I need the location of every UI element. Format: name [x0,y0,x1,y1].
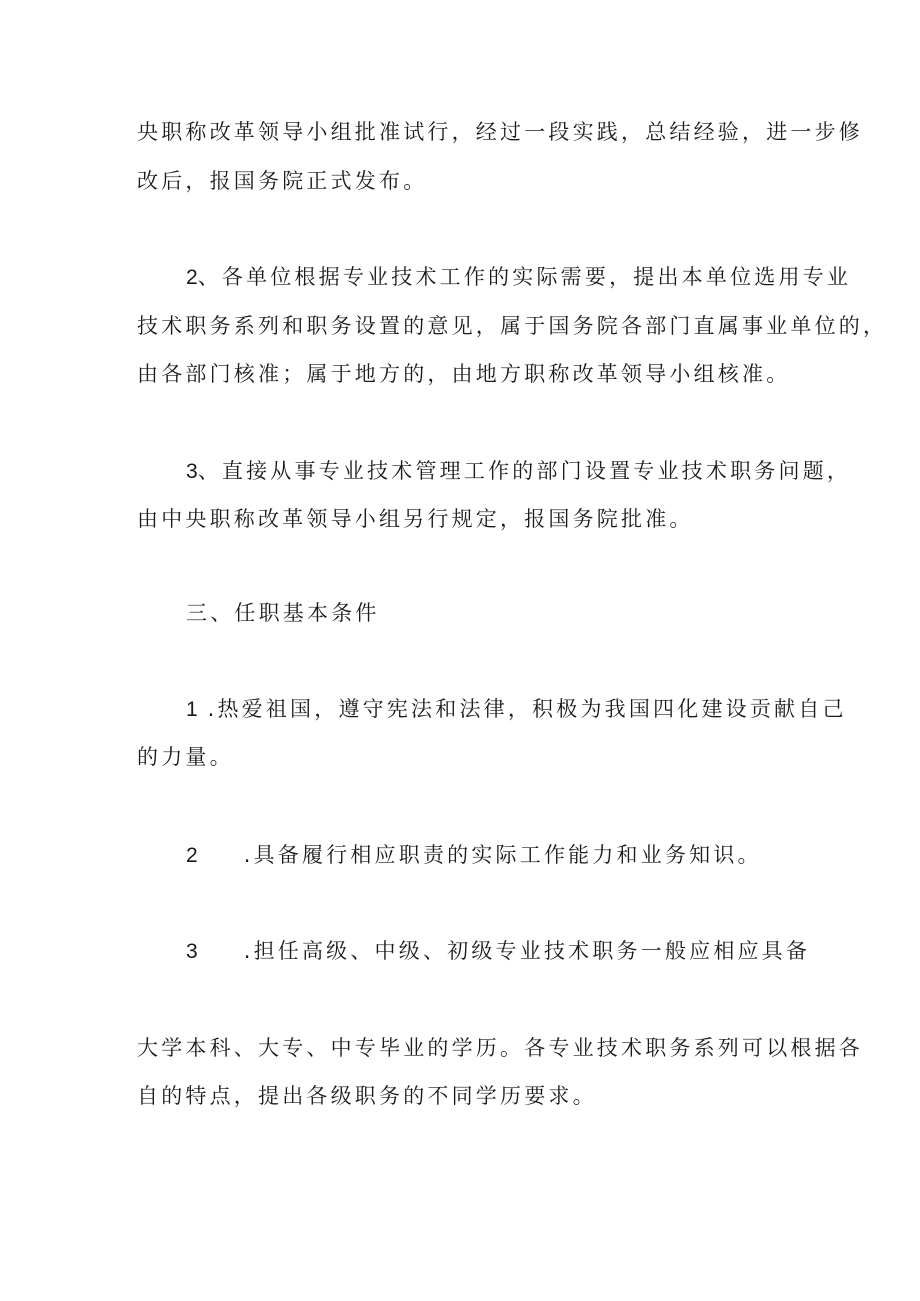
item-1-line-1-text: .热爱祖国，遵守宪法和法律，积极为我国四化建设贡献自己 [207,697,847,721]
item-1-line-1 [186,694,847,725]
item-1-line-2: 的力量。 [137,745,234,769]
item-2-text: .具备履行相应职责的实际工作能力和业务知识。 [243,843,762,867]
paragraph-2-line-3: 由各部门核准；属于地方的，由地方职称改革领导小组核准。 [137,362,791,386]
paragraph-3-line-1-text: 、直接从事专业技术管理工作的部门设置专业技术职务问题， [197,459,852,483]
item-3-text: .担任高级、中级、初级专业技术职务一般应相应具备 [243,939,811,963]
item-3-number: 3 [186,940,198,963]
paragraph-4-line-2: 自的特点，提出各级职务的不同学历要求。 [137,1084,597,1108]
paragraph-2-number: 2 [186,266,198,289]
paragraph-2-line-1 [186,262,851,293]
item-2 [186,840,762,871]
section-heading: 三、任职基本条件 [186,601,380,625]
paragraph-2-line-2: 技术职务系列和职务设置的意见，属于国务院各部门直属事业单位的， [137,314,888,338]
paragraph-4-line-1: 大学本科、大专、中专毕业的学历。各专业技术职务系列可以根据各 [137,1036,863,1060]
item-1-number: 1 [186,698,198,721]
paragraph-1-line-2: 改后，报国务院正式发布。 [137,169,428,193]
paragraph-1-line-1: 央职称改革领导小组批准试行，经过一段实践，总结经验，进一步修 [137,120,863,144]
paragraph-3-line-1 [186,456,851,487]
paragraph-2-line-1-text: 、各单位根据专业技术工作的实际需要，提出本单位选用专业 [197,265,852,289]
item-2-number: 2 [186,844,198,867]
paragraph-3-number: 3 [186,460,198,483]
paragraph-3-line-2: 由中央职称改革领导小组另行规定，报国务院批准。 [137,507,694,531]
item-3 [186,936,810,967]
